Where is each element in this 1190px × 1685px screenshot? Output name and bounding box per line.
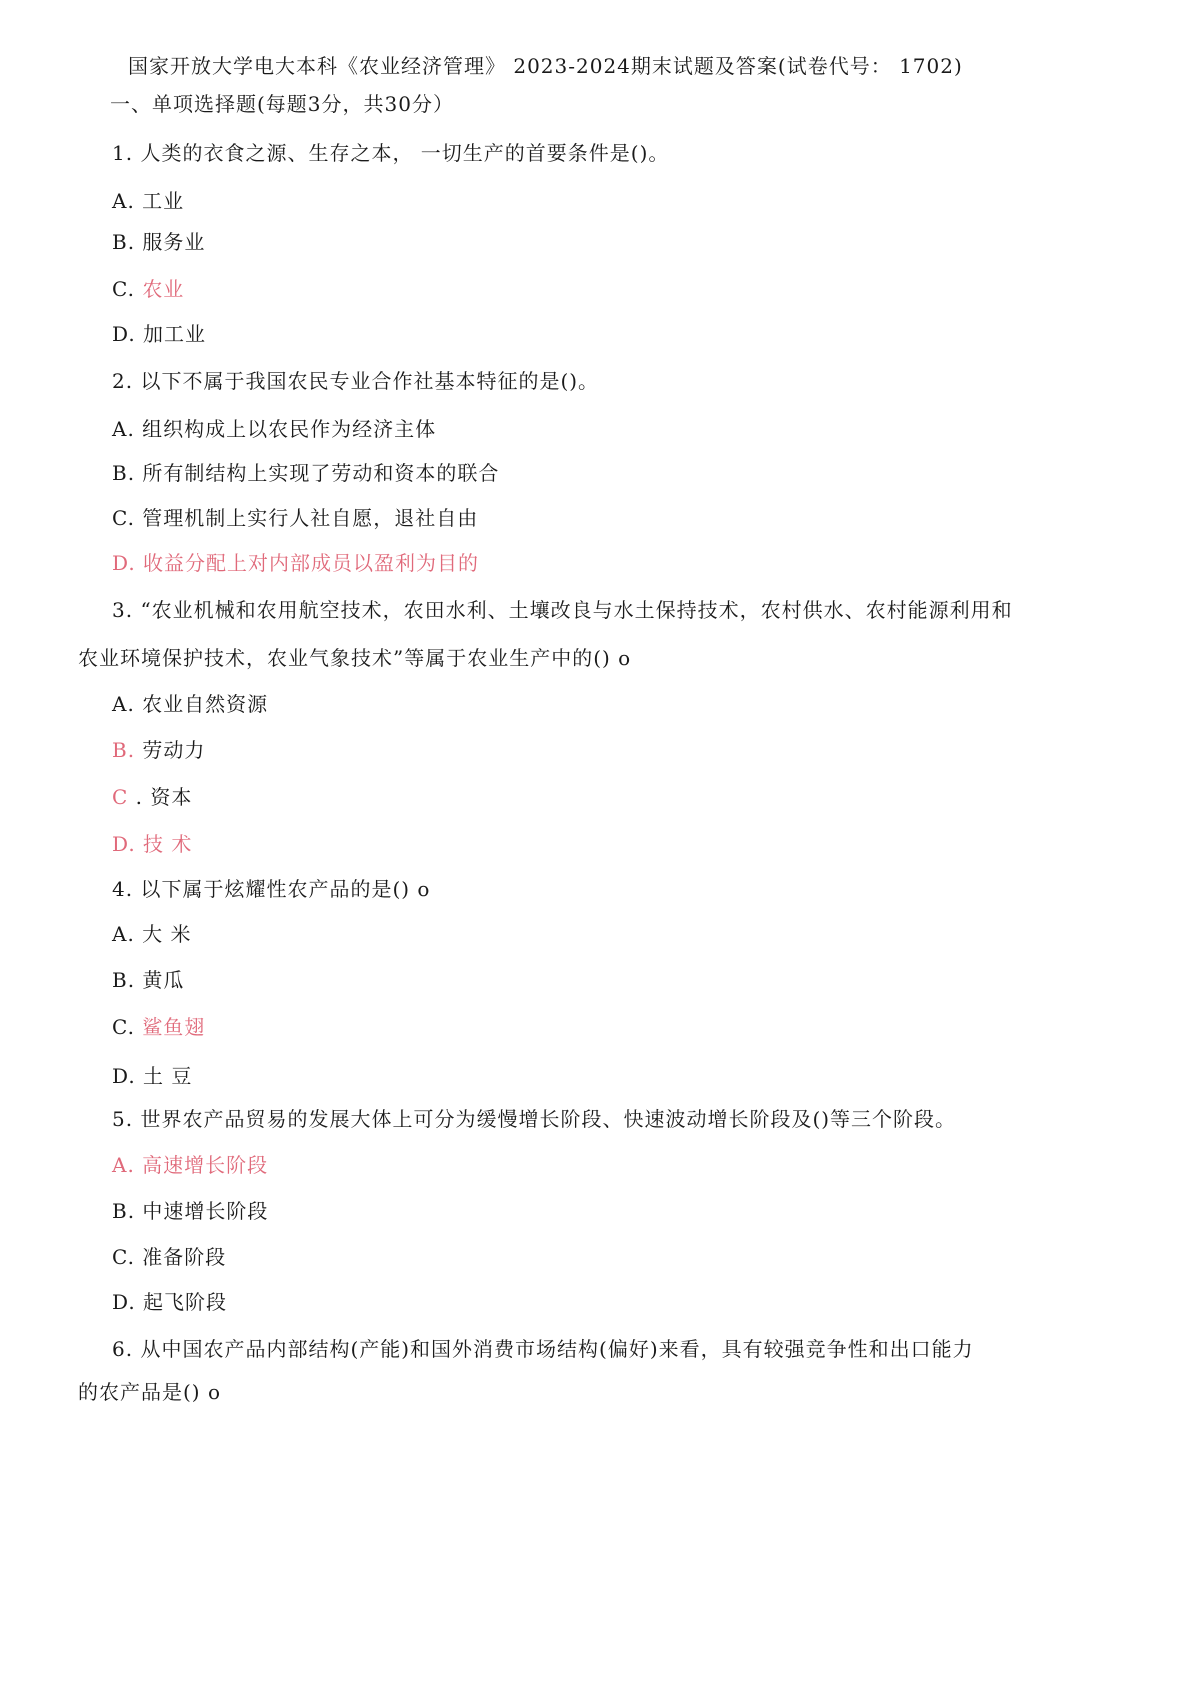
highlighted-option-letter: B. xyxy=(112,738,136,762)
question-3-option-a: A. 农业自然资源 xyxy=(112,692,269,716)
question-1-stem: 1. 人类的衣食之源、生存之本， 一切生产的首要条件是()。 xyxy=(112,141,670,165)
question-6-stem-line-1: 6. 从中国农产品内部结构(产能)和国外消费市场结构(偏好)来看，具有较强竞争性和出口能力 xyxy=(112,1337,974,1361)
question-3-option-c xyxy=(112,785,192,809)
exam-title: 国家开放大学电大本科《农业经济管理》 2023-2024期末试题及答案(试卷代号： 1702) xyxy=(128,54,963,78)
option-text: 劳动力 xyxy=(135,738,206,762)
option-letter: C. xyxy=(112,277,143,301)
highlighted-answer: 鲨鱼翅 xyxy=(142,1015,206,1039)
question-5-stem: 5. 世界农产品贸易的发展大体上可分为缓慢增长阶段、快速波动增长阶段及()等三个阶段。 xyxy=(112,1107,957,1131)
question-4-option-c xyxy=(112,1015,205,1039)
question-3-stem-line-1: 3. “农业机械和农用航空技术，农田水利、土壤改良与水土保持技术，农村供水、农村能源利用和 xyxy=(112,598,1013,622)
question-2-option-a: A. 组织构成上以农民作为经济主体 xyxy=(112,417,437,441)
question-2-option-b: B. 所有制结构上实现了劳动和资本的联合 xyxy=(112,461,500,485)
highlighted-answer: 农业 xyxy=(142,277,185,301)
question-5-option-c: C. 准备阶段 xyxy=(112,1245,227,1269)
question-4-option-a: A. 大 米 xyxy=(112,922,192,946)
question-1-option-d: D. 加工业 xyxy=(112,322,207,346)
question-4-stem: 4. 以下属于炫耀性农产品的是() o xyxy=(112,877,431,901)
question-2-option-d-highlighted-answer: D. 收益分配上对内部成员以盈利为目的 xyxy=(112,551,480,575)
option-letter: C. xyxy=(112,1015,143,1039)
question-3-stem-line-2: 农业环境保护技术，农业气象技术”等属于农业生产中的() o xyxy=(78,646,632,670)
highlighted-option-letter: C xyxy=(112,785,129,809)
question-6-stem-line-2: 的农产品是() o xyxy=(78,1380,222,1404)
question-3-option-b xyxy=(112,738,205,762)
question-4-option-b: B. 黄瓜 xyxy=(112,968,185,992)
question-5-option-b: B. 中速增长阶段 xyxy=(112,1199,269,1223)
option-text: . 资本 xyxy=(128,785,193,809)
question-1-option-a: A. 工业 xyxy=(112,189,185,213)
question-5-option-d: D. 起飞阶段 xyxy=(112,1290,228,1314)
question-2-stem: 2. 以下不属于我国农民专业合作社基本特征的是()。 xyxy=(112,369,600,393)
question-4-option-d: D. 土 豆 xyxy=(112,1064,193,1088)
question-3-option-d-highlighted-answer: D. 技 术 xyxy=(112,832,193,856)
section-heading: 一、单项选择题(每题3分，共30分） xyxy=(110,92,454,116)
question-5-option-a-highlighted-answer: A. 高速增长阶段 xyxy=(112,1153,269,1177)
question-2-option-c: C. 管理机制上实行人社自愿，退社自由 xyxy=(112,506,479,530)
question-1-option-b: B. 服务业 xyxy=(112,230,206,254)
question-1-option-c xyxy=(112,277,184,301)
